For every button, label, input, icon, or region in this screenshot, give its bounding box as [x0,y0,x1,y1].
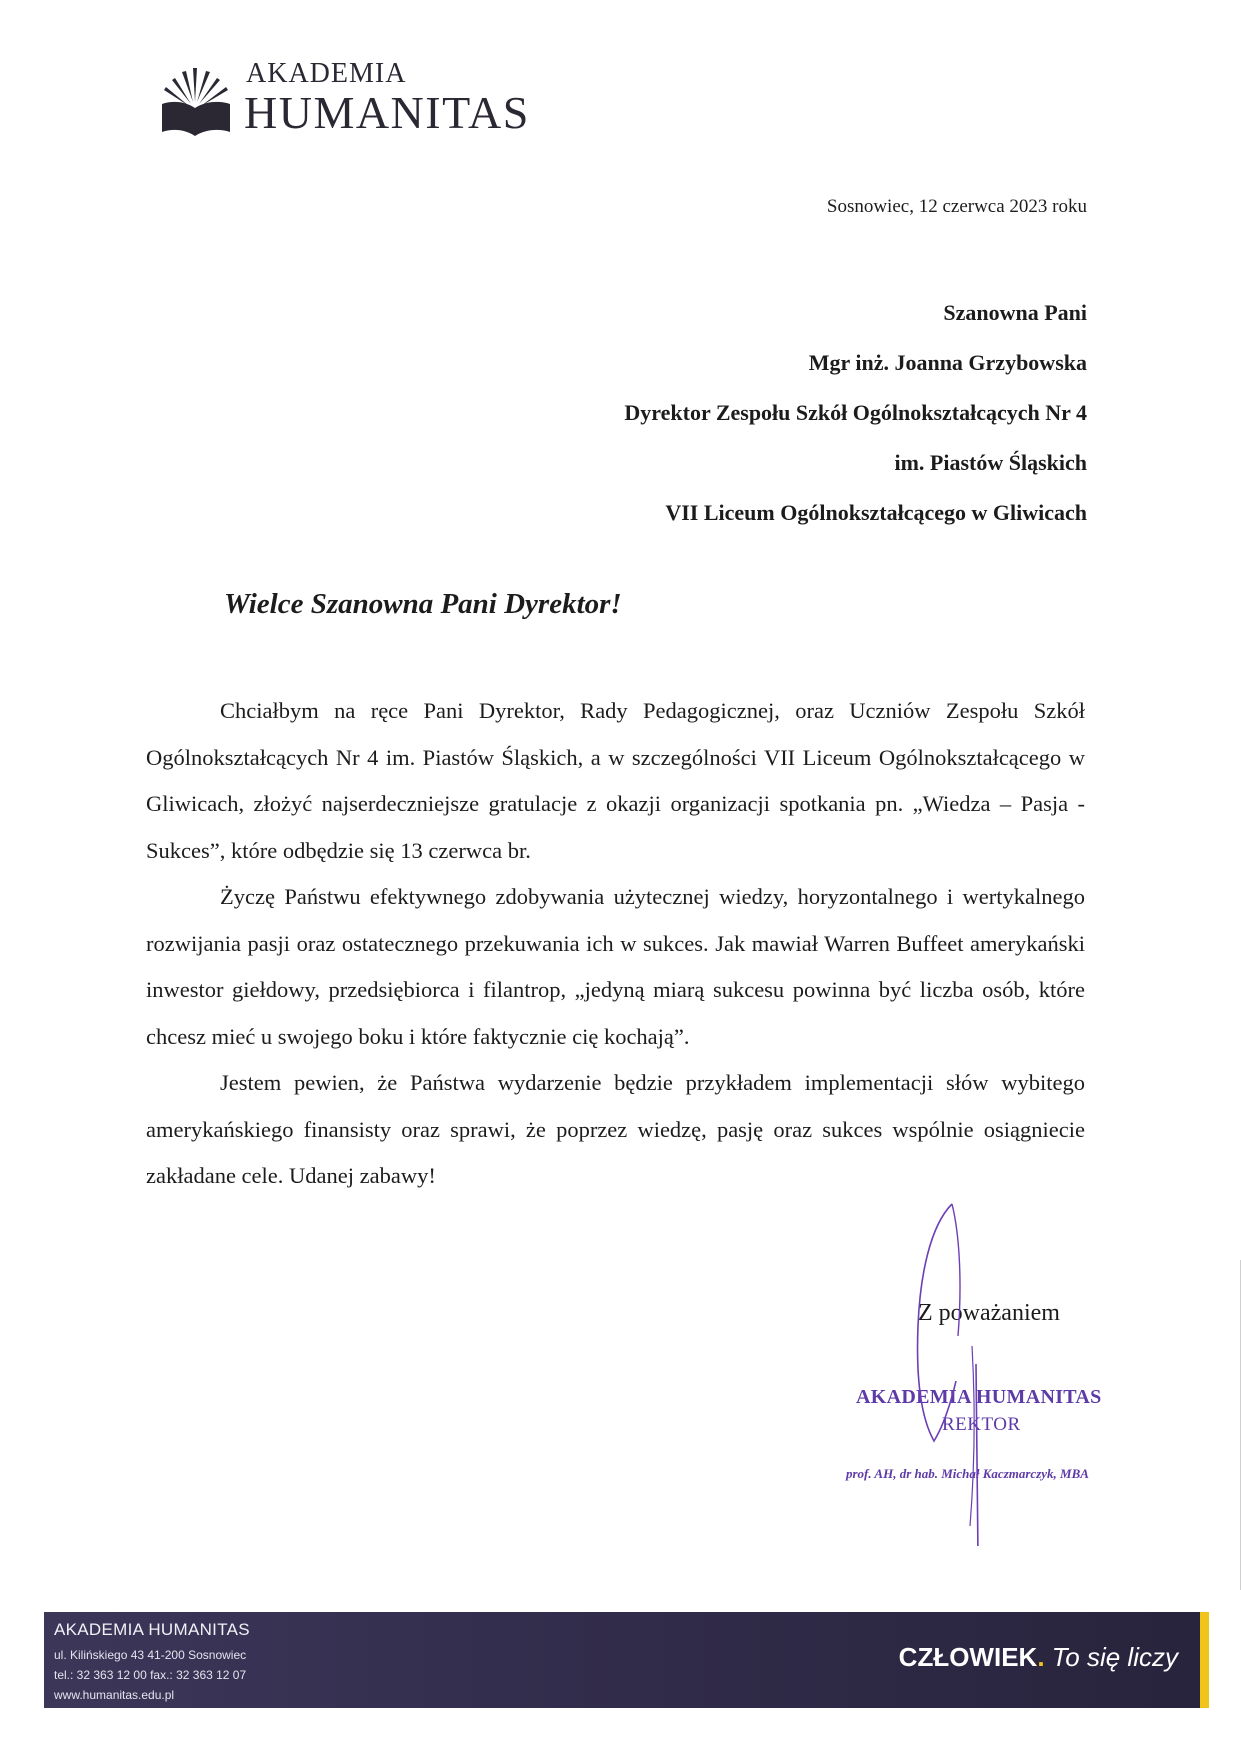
footer-slogan [899,1642,1178,1673]
closing-phrase: Z poważaniem [918,1300,1060,1326]
salutation: Wielce Szanowna Pani Dyrektor! [224,588,622,620]
footer-address: ul. Kilińskiego 43 41-200 Sosnowiec [54,1648,247,1662]
footer-website: www.humanitas.edu.pl [54,1688,175,1702]
stamp-title: REKTOR [942,1414,1021,1435]
recipient-line: Mgr inż. Joanna Grzybowska [808,350,1087,375]
logo-text-akademia: AKADEMIA [246,58,407,89]
recipient-line: im. Piastów Śląskich [894,450,1087,475]
body-paragraph: Chciałbym na ręce Pani Dyrektor, Rady Pedagogicznej, oraz Uczniów Zespołu Szkół Ogólnokształcących Nr 4 im. Piastów Śląskich, a w szczególności VII Liceum Ogólnokształcącego w Gliwicach, złożyć najserdeczniejsze gratulacje z okazji organizacji spotkania pn. „Wiedza – Pasja - Sukces”, które odbędzie się 13 czerwca br. [146,698,1085,863]
handwritten-signature [890,1196,1000,1546]
footer-phone: tel.: 32 363 12 00 fax.: 32 363 12 07 [54,1668,247,1682]
stamp-name: prof. AH, dr hab. Michał Kaczmarczyk, MBA [846,1466,1089,1481]
footer-title: AKADEMIA HUMANITAS [54,1620,250,1639]
logo-text-humanitas: HUMANITAS [244,87,530,138]
slogan-strong: CZŁOWIEK [898,1642,1038,1672]
slogan-rest: To się liczy [1051,1642,1178,1672]
letter-body [146,688,1085,1200]
recipient-line: Szanowna Pani [943,300,1087,325]
slogan-dot: . [1037,1642,1045,1672]
recipient-block [624,288,1087,538]
stamp-institution: AKADEMIA HUMANITAS [856,1386,1102,1408]
academy-logo [160,58,580,140]
footer-bar [44,1612,1209,1708]
open-book-sunburst-icon [160,62,232,136]
body-paragraph: Życzę Państwu efektywnego zdobywania użytecznej wiedzy, horyzontalnego i wertykalnego rozwijania pasji oraz ostatecznego przekuwania ich w sukces. Jak mawiał Warren Buffeet amerykański inwestor giełdowy, przedsiębiorca i filantrop, „jedyną miarą sukcesu powinna być liczba osób, które chcesz mieć u swojego boku i które faktycznie cię kochają”. [146,884,1085,1049]
body-paragraph: Jestem pewien, że Państwa wydarzenie będzie przykładem implementacji słów wybitego amerykańskiego finansisty oraz sprawi, że poprzez wiedzę, pasję oraz sukces wspólnie osiągniecie zakładane cele. Udanej zabawy! [146,1070,1085,1188]
letter-date: Sosnowiec, 12 czerwca 2023 roku [826,196,1087,217]
recipient-line: Dyrektor Zespołu Szkół Ogólnokształcących Nr 4 [624,400,1087,425]
recipient-line: VII Liceum Ogólnokształcącego w Gliwicach [665,500,1087,525]
